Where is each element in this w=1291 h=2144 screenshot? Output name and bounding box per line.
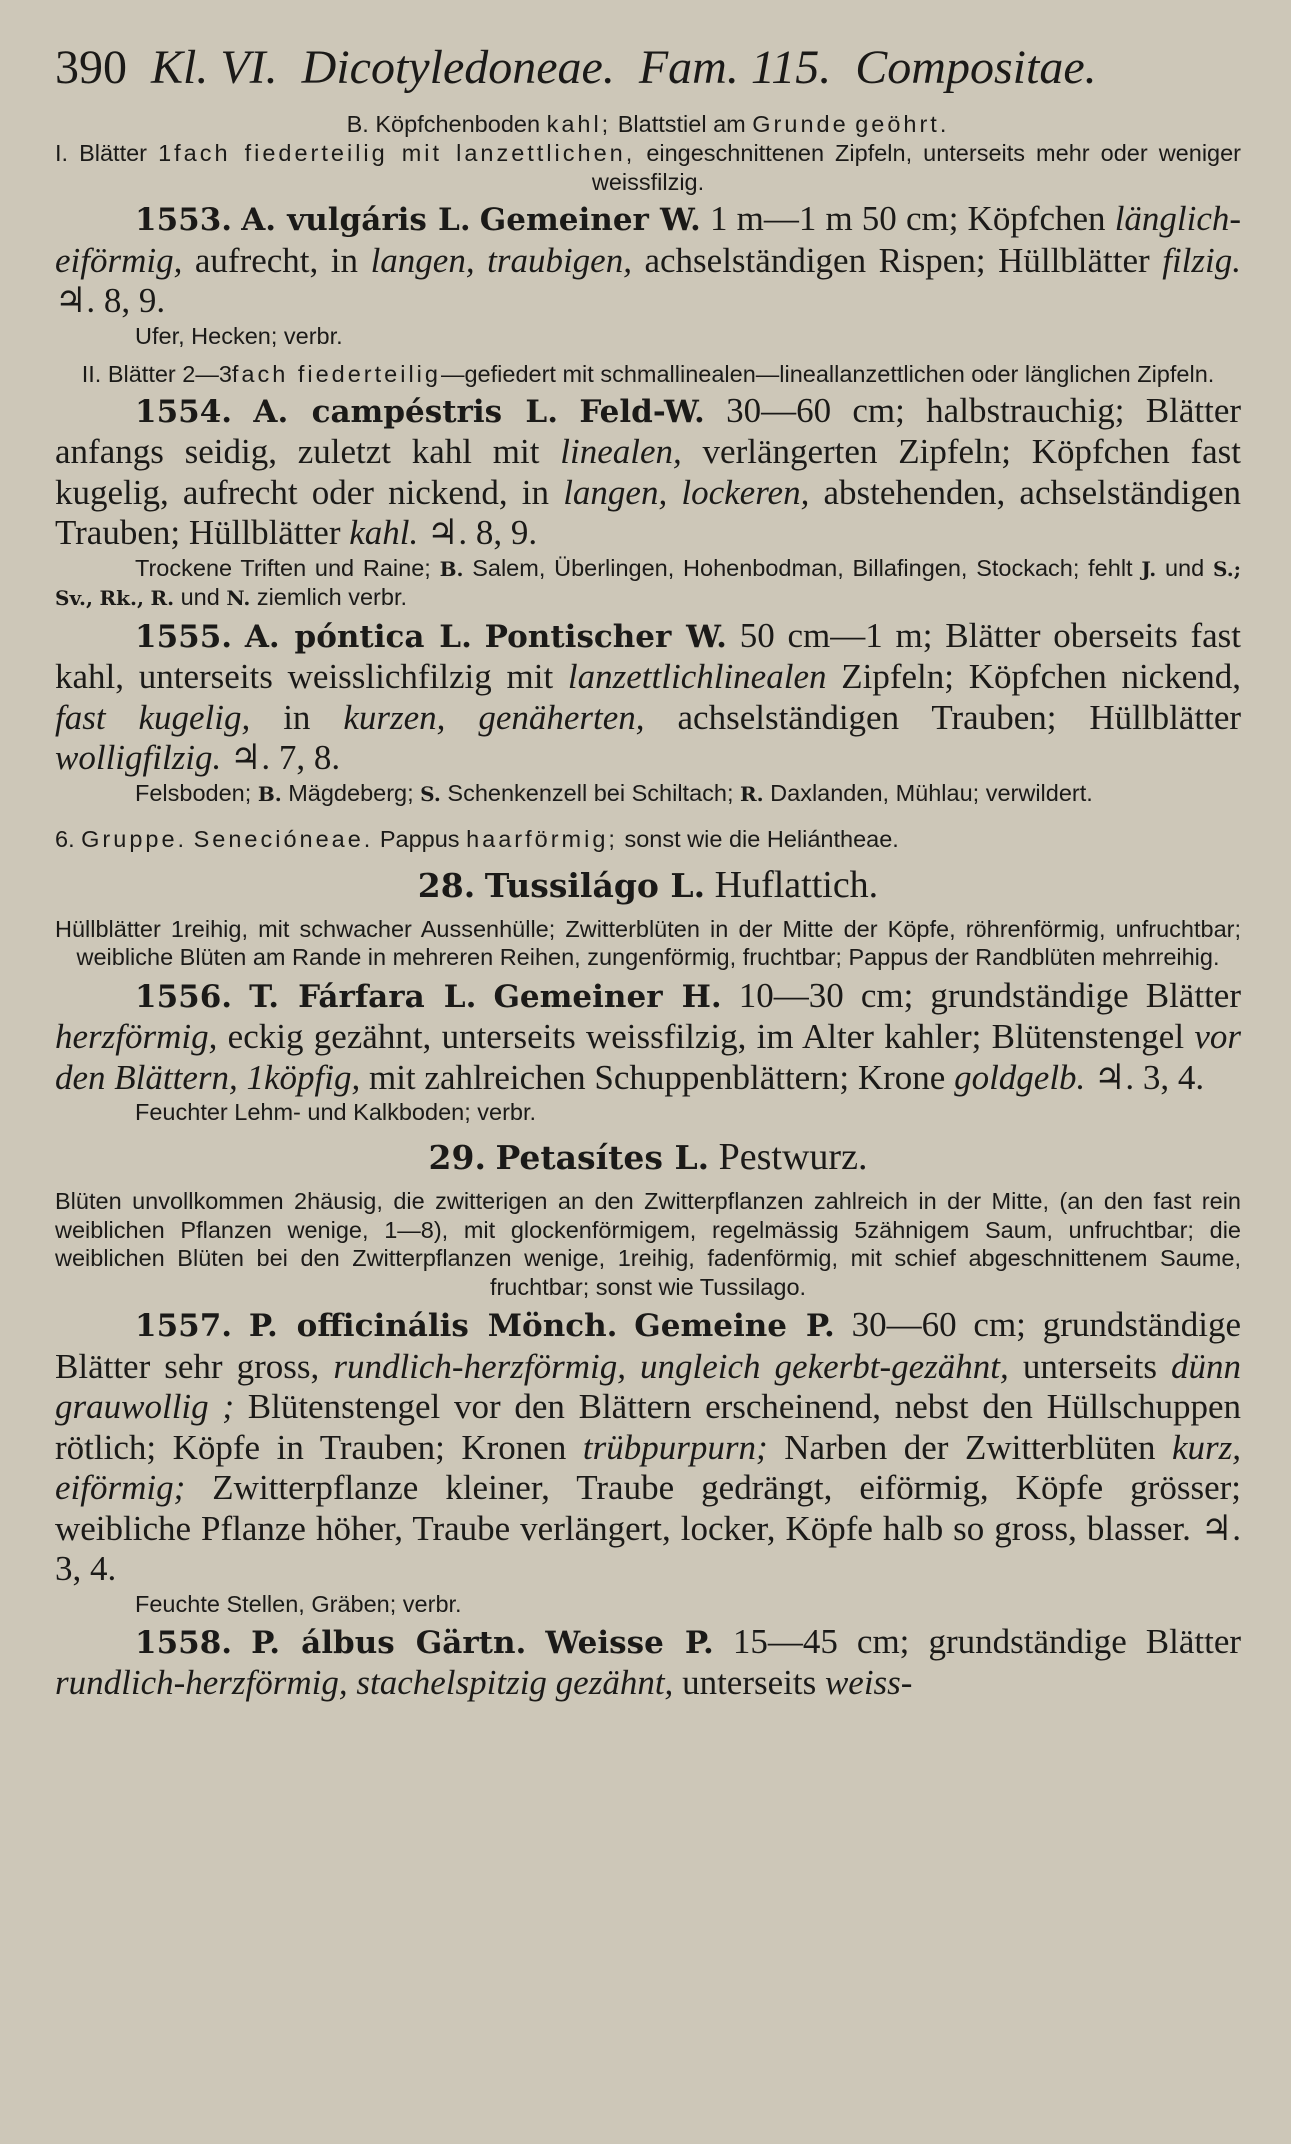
running-head xyxy=(55,40,1241,96)
class-label: Kl. VI. xyxy=(151,41,278,94)
group-heading-6: 6. Gruppe. Senecióneae. Pappus haarförmig; sonst wie die Heliántheae. xyxy=(55,825,899,852)
family-number: Fam. 115. xyxy=(638,41,832,94)
species-entry-1554: 1554. A. campéstris L. Feld-W. 30—60 cm; halbstrauchig; Blätter anfangs seidig, zuletzt kahl mit linealen, verlängerten Zipfeln; Köpfchen fast kugelig, aufrecht oder nickend, in langen, lockeren, abstehenden, achselständigen Trauben; Hüllblätter kahl. ♃. 8, 9. xyxy=(55,390,1242,552)
habitat-1557: Feuchte Stellen, Gräben; verbr. xyxy=(135,1590,462,1617)
subclass-label: Dicotyledoneae. xyxy=(301,41,615,94)
key-ii: II. Blätter 2—3fach fiederteilig—gefiedert mit schmallinealen—lineallanzettlichen oder länglichen Zipfeln. xyxy=(81,360,1215,387)
family-name: Compositae. xyxy=(855,41,1097,94)
genus-description-28: Hüllblätter 1reihig, mit schwacher Aussenhülle; Zwitterblüten in der Mitte der Köpfe, röhrenförmig, unfruchtbar; weibliche Blüten am Rande in mehreren Reihen, zungenförmig, fruchtbar; Pappus der Randblüten mehrreihig. xyxy=(55,915,1241,970)
species-entry-1556: 1556. T. Fárfara L. Gemeiner H. 10—30 cm; grundständige Blätter herzförmig, eckig gezähnt, unterseits weissfilzig, im Alter kahler; Blütenstengel vor den Blättern, 1köpfig, mit zahlreichen Schuppenblättern; Krone goldgelb. ♃. 3, 4. xyxy=(55,975,1242,1097)
genus-heading-28: 28. Tussilágo L. Huflattich. xyxy=(417,863,879,906)
species-entry-1553: 1553. A. vulgáris L. Gemeiner W. 1 m—1 m 50 cm; Köpfchen länglich-eiförmig, aufrecht, in langen, traubigen, achselständigen Rispen; Hüllblätter filzig. ♃. 8, 9. xyxy=(55,199,1242,320)
genus-description-29: Blüten unvollkommen 2häusig, die zwitterigen an den Zwitterpflanzen zahlreich in der Mitte, (an den fast rein weiblichen Pflanzen wenige, 1—8), mit glockenförmigem, regelmässig 5zähnigem Saum, unfruchtbar; die weiblichen Blüten bei den Zwitterpflanzen wenige, 1reihig, fadenförmig, mit schief abgeschnittenem Saume, fruchtbar; sonst wie Tussilago. xyxy=(55,1188,1241,1300)
habitat-1556: Feuchter Lehm- und Kalkboden; verbr. xyxy=(135,1099,537,1125)
species-entry-1558: 1558. P. álbus Gärtn. Weisse P. 15—45 cm; grundständige Blätter rundlich-herzförmig, stachelspitzig gezähnt, unterseits weiss- xyxy=(55,1621,1242,1702)
species-entry-1557: 1557. P. officinális Mönch. Gemeine P. 30—60 cm; grundständige Blätter sehr gross, rundlich-herzförmig, ungleich gekerbt-gezähnt, unterseits dünn grauwollig ; Blütenstengel vor den Blättern erscheinend, nebst den Hüllschuppen rötlich; Köpfe in Trauben; Kronen trübpurpurn; Narben der Zwitterblüten kurz, eiförmig; Zwitterpflanze kleiner, Traube gedrängt, eiförmig, Köpfe grösser; weibliche Pflanze höher, Traube verlängert, locker, Köpfe halb so gross, blasser. ♃. 3, 4. xyxy=(55,1305,1242,1588)
habitat-1555: Felsboden; B. Mägdeberg; S. Schenkenzell bei Schiltach; R. Daxlanden, Mühlau; verwildert. xyxy=(135,779,1093,806)
key-b: B. Köpfchenboden kahl; Blattstiel am Grunde geöhrt. xyxy=(346,111,950,137)
genus-heading-29: 29. Petasítes L. Pestwurz. xyxy=(428,1136,868,1178)
species-entry-1555: 1555. A. póntica L. Pontischer W. 50 cm—1 m; Blätter oberseits fast kahl, unterseits weisslichfilzig mit lanzettlichlinealen Zipfeln; Köpfchen nickend, fast kugelig, in kurzen, genäherten, achselständigen Trauben; Hüllblätter wolligfilzig. ♃. 7, 8. xyxy=(55,615,1242,777)
page-number: 390 xyxy=(55,41,127,94)
habitat-1554: Trockene Triften und Raine; B. Salem, Überlingen, Hohenbodman, Billafingen, Stockach; fehlt J. und S.; Sv., Rk., R. und N. ziemlich verbr. xyxy=(55,554,1242,610)
key-i: I. Blätter 1fach fiederteilig mit lanzettlichen, eingeschnittenen Zipfeln, unterseits mehr oder weniger weissfilzig. xyxy=(55,140,1241,195)
habitat-1553: Ufer, Hecken; verbr. xyxy=(135,322,343,349)
